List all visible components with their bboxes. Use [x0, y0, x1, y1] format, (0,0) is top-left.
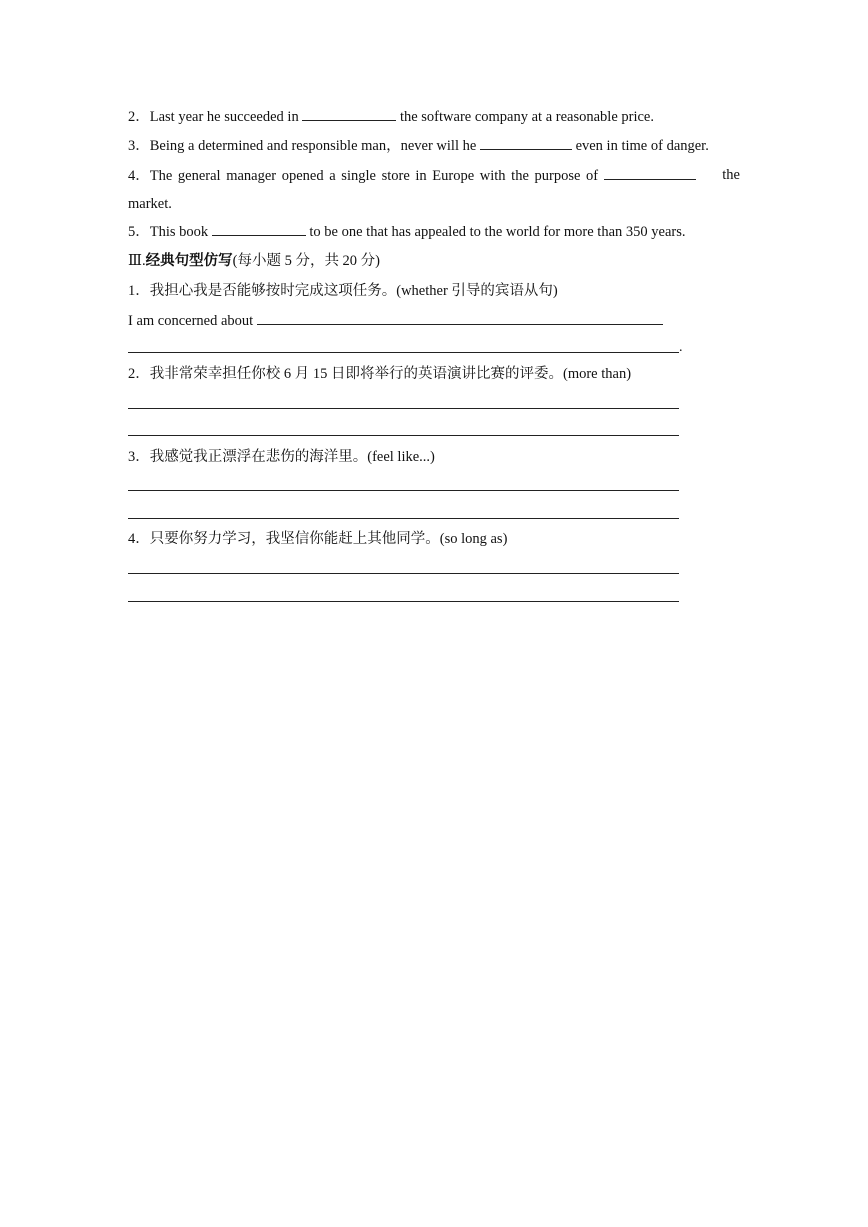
answer-line[interactable] [128, 601, 679, 602]
answer-line[interactable] [128, 573, 679, 574]
item-text-after-blank: to be one that has appealed to the world for more than 350 years. [305, 224, 686, 240]
exercise-item-2 [128, 106, 654, 127]
item-text-before-blank: This book [149, 224, 212, 240]
answer-line[interactable] [128, 352, 679, 353]
answer-line[interactable] [128, 518, 679, 519]
item-number: 2． [128, 109, 150, 125]
answer-line[interactable] [257, 310, 663, 325]
translation-question-1 [128, 281, 558, 301]
answer-line[interactable] [128, 490, 679, 491]
item-text-before-blank: Being a determined and responsible man，never will he [149, 138, 480, 154]
item-number: 3． [128, 138, 150, 154]
item-text-after-blank: the [722, 167, 740, 183]
item-number: 5． [128, 224, 150, 240]
answer-blank[interactable] [302, 106, 396, 121]
exercise-item-5 [128, 221, 685, 242]
answer-line[interactable] [128, 408, 679, 409]
answer-blank[interactable] [604, 165, 696, 180]
question-prompt: 只要你努力学习，我坚信你能赶上其他同学。(so long as) [149, 531, 508, 547]
question-prompt: 我担心我是否能够按时完成这项任务。(whether 引导的宾语从句) [149, 283, 558, 299]
section-title: 经典句型仿写 [145, 253, 233, 269]
answer-period: . [679, 340, 683, 355]
answer-starter-line [128, 310, 663, 331]
item-text-after-blank: the software company at a reasonable price. [396, 109, 654, 125]
item-text-after-blank: even in time of danger. [571, 138, 709, 154]
item-number: 4． [128, 168, 150, 184]
item-text-continued: market. [128, 196, 172, 212]
item-text-before-blank: The general manager opened a single store in Europe with the purpose of [149, 168, 604, 184]
section-scoring: (每小题 5 分，共 20 分) [232, 253, 381, 269]
answer-blank[interactable] [480, 135, 572, 150]
answer-blank[interactable] [212, 221, 306, 236]
translation-question-3 [128, 447, 435, 467]
exercise-item-4 [128, 165, 740, 186]
question-number: 3． [128, 449, 150, 465]
translation-question-4 [128, 529, 507, 549]
question-number: 4． [128, 531, 150, 547]
answer-starter-text: I am concerned about [128, 313, 257, 329]
question-number: 1． [128, 283, 150, 299]
exercise-item-4-continuation [128, 194, 172, 214]
question-prompt: 我非常荣幸担任你校 6 月 15 日即将举行的英语演讲比赛的评委。(more than) [149, 366, 632, 382]
question-prompt: 我感觉我正漂浮在悲伤的海洋里。(feel like...) [149, 449, 435, 465]
section-3-heading [128, 251, 380, 271]
section-roman-numeral: Ⅲ. [128, 253, 146, 269]
item-text-before-blank: Last year he succeeded in [149, 109, 303, 125]
answer-line[interactable] [128, 435, 679, 436]
question-number: 2． [128, 366, 150, 382]
translation-question-2 [128, 364, 631, 384]
exercise-item-3 [128, 135, 709, 156]
